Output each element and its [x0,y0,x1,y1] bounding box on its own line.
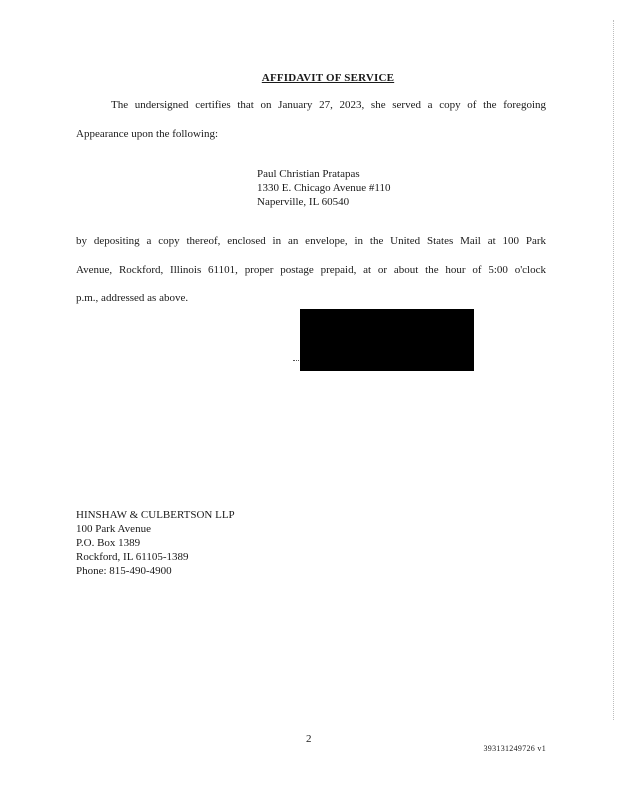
firm-phone: Phone: 815-490-4900 [76,565,172,577]
recipient-city: Naperville, IL 60540 [257,196,350,208]
certification-line-1: The undersigned certifies that on January 27, 2023, she served a copy of the foregoing [111,99,546,111]
scan-edge-marks [612,20,614,720]
document-title: AFFIDAVIT OF SERVICE [261,72,395,84]
recipient-street: 1330 E. Chicago Avenue #110 [257,182,391,194]
firm-po-box: P.O. Box 1389 [76,537,141,549]
page-number: 2 [306,733,312,745]
certification-line-2: Appearance upon the following: [76,128,219,140]
service-line-1: by depositing a copy thereof, enclosed in an envelope, in the United States Mail at 100 Park [76,235,546,247]
recipient-name: Paul Christian Pratapas [257,168,360,180]
firm-city: Rockford, IL 61105-1389 [76,551,189,563]
redacted-signature-box [300,309,474,371]
firm-street: 100 Park Avenue [76,523,151,535]
recipient-address-block [257,167,391,209]
service-line-2: Avenue, Rockford, Illinois 61101, proper postage prepaid, at or about the hour of 5:00 o'clock [76,264,546,276]
service-line-3: p.m., addressed as above. [76,292,189,304]
firm-address-block [76,508,235,578]
document-id: 393131249726 v1 [483,744,546,753]
firm-name: HINSHAW & CULBERTSON LLP [76,509,235,521]
